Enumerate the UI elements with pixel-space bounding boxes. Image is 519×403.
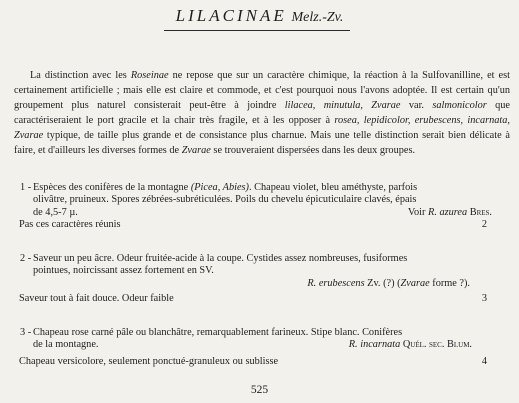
alternative-text: Chapeau versicolore, seulement ponctué-granuleux ou sublisse (19, 356, 279, 367)
key-line (33, 194, 508, 206)
key-line (33, 182, 508, 194)
species-authority: Bres. (467, 206, 492, 218)
species-name: Zvarae (400, 277, 430, 289)
key-text-run: . Chapeau violet, bleu améthyste, parfois (248, 182, 418, 193)
species-name: R. azurea (428, 206, 468, 218)
intro-text: La distinction avec les (30, 70, 131, 81)
key-line (33, 339, 508, 351)
species-reference (349, 339, 472, 351)
intro-text: se trouveraient dispersées dans les deux groupes. (210, 145, 416, 157)
title-underline (164, 30, 350, 31)
key-text-run: Chapeau rose carné pâle ou blanchâtre, remarquablement farineux. Stipe blanc. Conifères (33, 327, 403, 338)
intro-text: typique, de taille plus grande et de consistance plus charnue. Mais une telle distinction serait bien délicate à faire, et d'ailleurs les diverses formes de (14, 130, 510, 157)
key-text-run: de 4,5-7 µ. (33, 206, 78, 218)
species-reference (307, 278, 470, 290)
alternative-text: Pas ces caractères réunis (19, 219, 121, 230)
species-authority: Quél. sec. Blum. (400, 339, 472, 351)
section-title (0, 6, 519, 26)
key-text (33, 253, 508, 290)
title-text: LILACINAE (175, 6, 287, 25)
key-alternative-2 (19, 293, 487, 304)
key-alternative-3 (19, 356, 487, 367)
intro-text: que caractériseraient le port gracile et la chair très fragile, et à les opposer à (14, 100, 510, 127)
intro-paragraph (14, 68, 510, 159)
species-name: R. incarnata (348, 339, 401, 351)
key-text-run: Saveur un peu âcre. Odeur fruitée-acide à la coupe. Cystides assez nombreuses, fusiformes (33, 253, 408, 264)
species-authority: Zv. (?) ( (364, 277, 401, 289)
lead-number: 4 (481, 356, 487, 367)
alternative-text: Saveur tout à fait douce. Odeur faible (19, 293, 174, 304)
key-text-run: pointues, noircissant assez fortement en SV. (33, 265, 214, 277)
key-alternative-1 (19, 219, 487, 230)
key-number: 1 - (20, 182, 32, 193)
key-text (33, 327, 508, 352)
key-text-run: de la montagne. (33, 339, 99, 351)
intro-text: salmonicolor (432, 100, 487, 112)
key-line (33, 207, 508, 219)
key-text-run: Voir (407, 206, 429, 218)
page-number: 525 (250, 384, 269, 396)
key-number: 3 - (20, 327, 32, 338)
title-authority: Melz.-Zv. (291, 10, 344, 25)
species-reference (408, 207, 492, 219)
key-text-run: forme ?). (429, 277, 470, 289)
key-text-run: olivâtre, pruineux. Spores zébrées-subréticulées. Poils du chevelu épicuticulaire clavés, épais (33, 194, 417, 206)
intro-text: rosea, lepidicolor, erubescens, incarnata, Zvarae (14, 115, 510, 142)
key-line (33, 253, 508, 265)
intro-text: Zvarae (181, 145, 211, 157)
intro-text: ne repose que sur un caractère chimique, la réaction à la Sulfovanilline, et est certainement artificielle ; mais elle est claire et commode, et c'est pourquoi nous l'avons adoptée. Il est certain qu'un groupement plus naturel consisterait peut-être à joindre (14, 70, 510, 112)
intro-text: lilacea, minutula, Zvarae (284, 100, 401, 112)
key-text-run: (Picea, Abies) (190, 182, 249, 193)
intro-text: var. (400, 100, 433, 112)
lead-number: 3 (481, 293, 487, 304)
key-line (33, 278, 508, 290)
key-line (33, 327, 508, 339)
lead-number: 2 (481, 219, 487, 230)
key-text (33, 182, 508, 219)
key-number: 2 - (20, 253, 32, 264)
intro-text: Roseinae (130, 70, 169, 81)
key-line (33, 265, 508, 277)
key-text-run: Espèces des conifères de la montagne (33, 182, 191, 193)
species-name: R. erubescens (307, 277, 365, 289)
